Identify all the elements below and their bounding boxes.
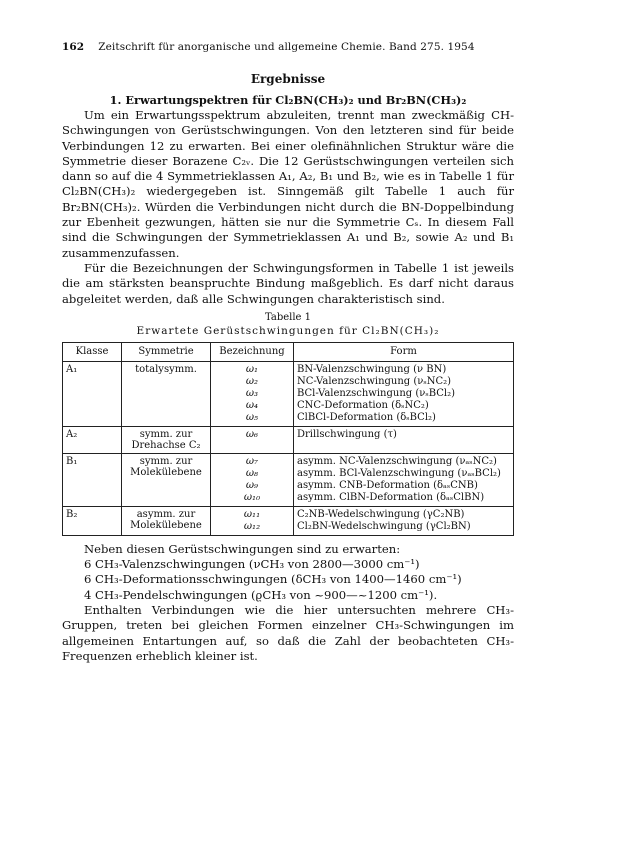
table-title: Erwartete Gerüstschwingungen für Cl₂BN(CH₃)₂	[136, 324, 440, 337]
vibration-table	[62, 342, 514, 536]
bezeichnung-value: ω₁₂	[243, 520, 261, 532]
table-row	[63, 453, 514, 506]
table-row	[63, 361, 514, 426]
form-value: asymm. NC-Valenzschwingung (νₐₛNC₂)	[297, 455, 497, 467]
cell-bezeichnung	[211, 426, 294, 453]
cell-form	[294, 426, 514, 453]
form-value: Cl₂BN-Wedelschwingung (γCl₂BN)	[297, 520, 471, 532]
header-bezeichnung: Bezeichnung	[211, 342, 294, 361]
page-number: 162	[62, 41, 85, 53]
header-form: Form	[294, 342, 514, 361]
cell-bezeichnung	[211, 361, 294, 426]
table-header-row	[63, 342, 514, 361]
form-value: BCl-Valenzschwingung (νₛBCl₂)	[297, 387, 456, 399]
table-row	[63, 506, 514, 535]
bezeichnung-value: ω₇	[245, 455, 259, 467]
list-item: 6 CH₃-Deformationsschwingungen (δCH₃ von 1400—1460 cm⁻¹)	[84, 572, 462, 587]
table-row	[63, 426, 514, 453]
running-head	[62, 40, 514, 54]
cell-symmetrie: symm. zur Molekülebene	[122, 453, 211, 506]
cell-bezeichnung	[211, 506, 294, 535]
cell-form	[294, 506, 514, 535]
bezeichnung-value: ω₅	[245, 411, 259, 423]
paragraph-2: Für die Bezeichnungen der Schwingungsformen in Tabelle 1 ist jeweils die am stärksten beanspruchte Bindung maßgeblich. Es darf nicht daraus abgeleitet werden, daß alle Schwingungen charakteristisch sind.	[62, 260, 514, 306]
form-value: asymm. BCl-Valenzschwingung (νₐₛBCl₂)	[297, 467, 501, 479]
bezeichnung-value: ω₆	[245, 428, 259, 440]
list-item: 4 CH₃-Pendelschwingungen (ϱCH₃ von ~900—~1200 cm⁻¹).	[84, 587, 438, 602]
bezeichnung-value: ω₁₀	[243, 491, 261, 503]
list-intro: Neben diesen Gerüstschwingungen sind zu erwarten:	[84, 541, 401, 556]
subsection-title: 1. Erwartungspektren für Cl₂BN(CH₃)₂ und Br₂BN(CH₃)₂	[109, 93, 467, 107]
bezeichnung-value: ω₂	[245, 375, 259, 387]
page	[62, 40, 514, 664]
form-value: ClBCl-Deformation (δₛBCl₂)	[297, 411, 436, 423]
bezeichnung-value: ω₉	[245, 479, 259, 491]
form-value: asymm. ClBN-Deformation (δₐₛClBN)	[297, 491, 485, 503]
bezeichnung-value: ω₃	[245, 387, 259, 399]
paragraph-3: Enthalten Verbindungen wie die hier untersuchten mehrere CH₃-Gruppen, treten bei gleichen Formen einzelner CH₃-Schwingungen im allgemeinen Entartungen auf, so daß die Zahl der beobachteten CH₃-Frequenzen erheblich kleiner ist.	[62, 603, 514, 663]
bezeichnung-value: ω₈	[245, 467, 259, 479]
cell-klasse: A₁	[63, 361, 122, 426]
cell-form	[294, 361, 514, 426]
cell-klasse: A₂	[63, 426, 122, 453]
list-item: 6 CH₃-Valenzschwingungen (νCH₃ von 2800—3000 cm⁻¹)	[84, 557, 420, 572]
cell-form	[294, 453, 514, 506]
cell-klasse: B₂	[63, 506, 122, 535]
form-value: BN-Valenzschwingung (ν BN)	[297, 363, 447, 375]
journal-title: Zeitschrift für anorganische und allgemeine Chemie. Band 275. 1954	[98, 41, 475, 53]
form-value: C₂NB-Wedelschwingung (γC₂NB)	[297, 508, 465, 520]
section-title: Ergebnisse	[250, 72, 326, 86]
cell-symmetrie: totalysymm.	[122, 361, 211, 426]
form-value: CNC-Deformation (δₛNC₂)	[297, 399, 429, 411]
form-value: Drillschwingung (τ)	[297, 428, 397, 440]
bezeichnung-value: ω₁₁	[243, 508, 261, 520]
form-value: NC-Valenzschwingung (νₛNC₂)	[297, 375, 452, 387]
bezeichnung-value: ω₄	[245, 399, 259, 411]
table-label: Tabelle 1	[264, 311, 312, 323]
header-klasse: Klasse	[63, 342, 122, 361]
cell-klasse: B₁	[63, 453, 122, 506]
form-value: asymm. CNB-Deformation (δₐₛCNB)	[297, 479, 478, 491]
header-symmetrie: Symmetrie	[122, 342, 211, 361]
cell-bezeichnung	[211, 453, 294, 506]
cell-symmetrie: symm. zur Drehachse C₂	[122, 426, 211, 453]
paragraph-1: Um ein Erwartungsspektrum abzuleiten, trennt man zweckmäßig CH-Schwingungen von Gerüstschwingungen. Von den letzteren sind für beide Verbindungen 12 zu erwarten. Bei einer olefinähnlichen Struktur wäre die Symmetrie dieser Borazene C₂ᵥ. Die 12 Gerüstschwingungen verteilen sich dann so auf die 4 Symmetrieklassen A₁, A₂, B₁ und B₂, wie es in Tabelle 1 für Cl₂BN(CH₃)₂ wiedergegeben ist. Sinngemäß gilt Tabelle 1 auch für Br₂BN(CH₃)₂. Würden die Verbindungen nicht durch die BN-Doppelbindung zur Ebenheit gezwungen, hätten sie nur die Symmetrie Cₛ. In diesem Fall sind die Schwingungen der Symmetrieklassen A₁ und B₂, sowie A₂ und B₁ zusammenzufassen.	[62, 108, 514, 260]
bezeichnung-value: ω₁	[245, 363, 259, 375]
cell-symmetrie: asymm. zur Molekülebene	[122, 506, 211, 535]
